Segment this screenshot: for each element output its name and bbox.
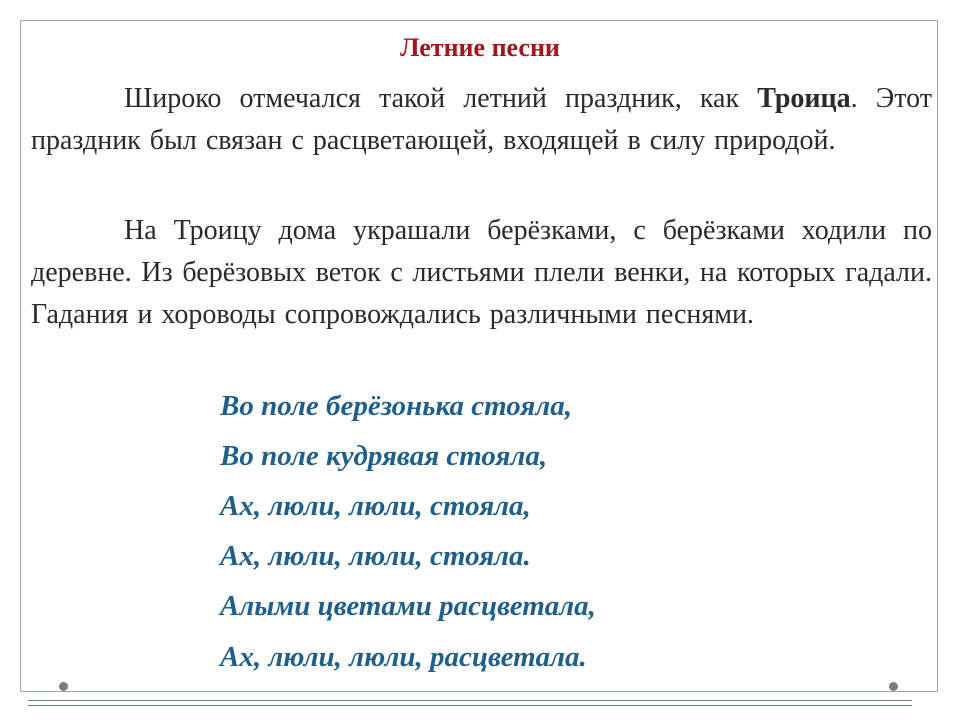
paragraph-1-text-start: Широко отмечался такой летний праздник, как bbox=[124, 83, 758, 114]
paragraph-trinity-intro bbox=[31, 78, 932, 162]
verse-line: Во поле кудрявая стояла, bbox=[220, 440, 548, 472]
verse-line: Алыми цветами расцветала, bbox=[220, 590, 596, 622]
bottom-rule-secondary bbox=[28, 705, 912, 706]
page-title: Летние песни bbox=[400, 33, 560, 62]
corner-dot-right bbox=[889, 682, 898, 691]
paragraph-trinity-customs: На Троицу дома украшали берёзками, с берёзками ходили по деревне. Из берёзовых веток с листьями плели венки, на которых гадали. Гадания и хороводы сопровождались различными песнями. bbox=[31, 215, 932, 330]
verse-line: Во поле берёзонька стояла, bbox=[220, 390, 572, 422]
paragraph-1-bold-term: Троица bbox=[757, 83, 851, 114]
verse-line: Ах, люли, люли, стояла, bbox=[220, 490, 531, 522]
corner-dot-left bbox=[59, 682, 68, 691]
paragraph-1-text-end: . Этот праздник был связан с расцветающей, входящей в силу природой. bbox=[31, 83, 933, 156]
verse-line: Ах, люли, люли, стояла. bbox=[220, 540, 531, 572]
verse-line: Ах, люли, люли, расцветала. bbox=[220, 641, 587, 673]
bottom-rule bbox=[28, 700, 912, 701]
